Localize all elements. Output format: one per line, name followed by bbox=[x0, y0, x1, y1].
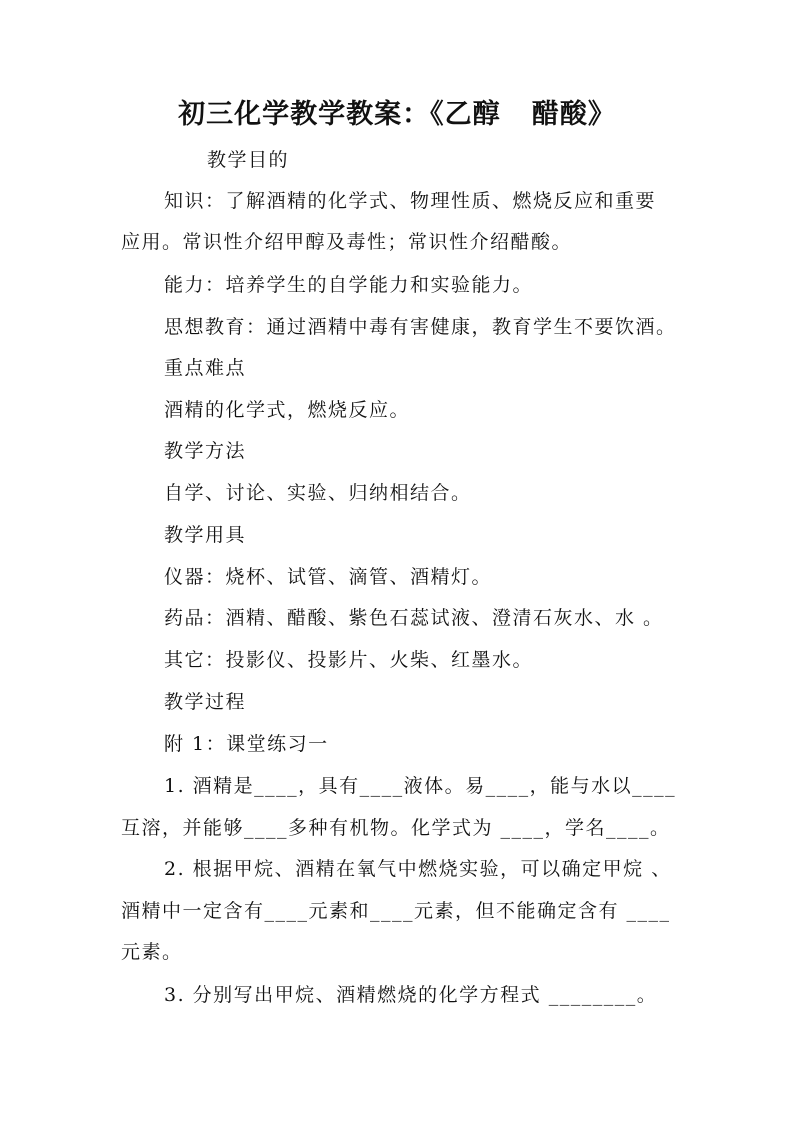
exercise-2-line-1: 2. 根据甲烷、酒精在氧气中燃烧实验，可以确定甲烷 、 bbox=[164, 858, 672, 880]
section-heading-objectives: 教学目的 bbox=[207, 149, 290, 171]
exercise-2-line-2: 酒精中一定含有____元素和____元素，但不能确定含有 ____ bbox=[121, 900, 671, 922]
tools-reagents: 药品：酒精、醋酸、紫色石蕊试液、澄清石灰水、水 。 bbox=[164, 607, 664, 629]
objective-ideology: 思想教育：通过酒精中毒有害健康，教育学生不要饮酒。 bbox=[164, 316, 677, 338]
section-heading-process: 教学过程 bbox=[164, 691, 247, 713]
exercise-2-line-3: 元素。 bbox=[121, 941, 183, 963]
tools-instruments: 仪器：烧杯、试管、滴管、酒精灯。 bbox=[164, 566, 493, 588]
objective-ability: 能力：培养学生的自学能力和实验能力。 bbox=[164, 274, 534, 296]
section-heading-methods: 教学方法 bbox=[164, 440, 247, 462]
key-points-text: 酒精的化学式，燃烧反应。 bbox=[164, 399, 411, 421]
methods-text: 自学、讨论、实验、归纳相结合。 bbox=[164, 482, 472, 504]
objective-knowledge-line-1: 知识：了解酒精的化学式、物理性质、燃烧反应和重要 bbox=[164, 190, 657, 212]
tools-other: 其它：投影仪、投影片、火柴、红墨水。 bbox=[164, 649, 534, 671]
section-heading-tools: 教学用具 bbox=[164, 524, 247, 546]
exercise-1-line-1: 1. 酒精是____，具有____液体。易____，能与水以____ bbox=[164, 775, 677, 797]
exercise-3-line-1: 3. 分别写出甲烷、酒精燃烧的化学方程式 ________。 bbox=[164, 984, 658, 1006]
objective-knowledge-line-2: 应用。常识性介绍甲醇及毒性；常识性介绍醋酸。 bbox=[121, 231, 573, 253]
section-heading-key-points: 重点难点 bbox=[164, 357, 247, 379]
document-title: 初三化学教学教案：《乙醇 醋酸》 bbox=[178, 99, 616, 130]
appendix-heading: 附 1：课堂练习一 bbox=[164, 733, 329, 755]
exercise-1-line-2: 互溶，并能够____多种有机物。化学式为 ____，学名____。 bbox=[121, 817, 671, 839]
